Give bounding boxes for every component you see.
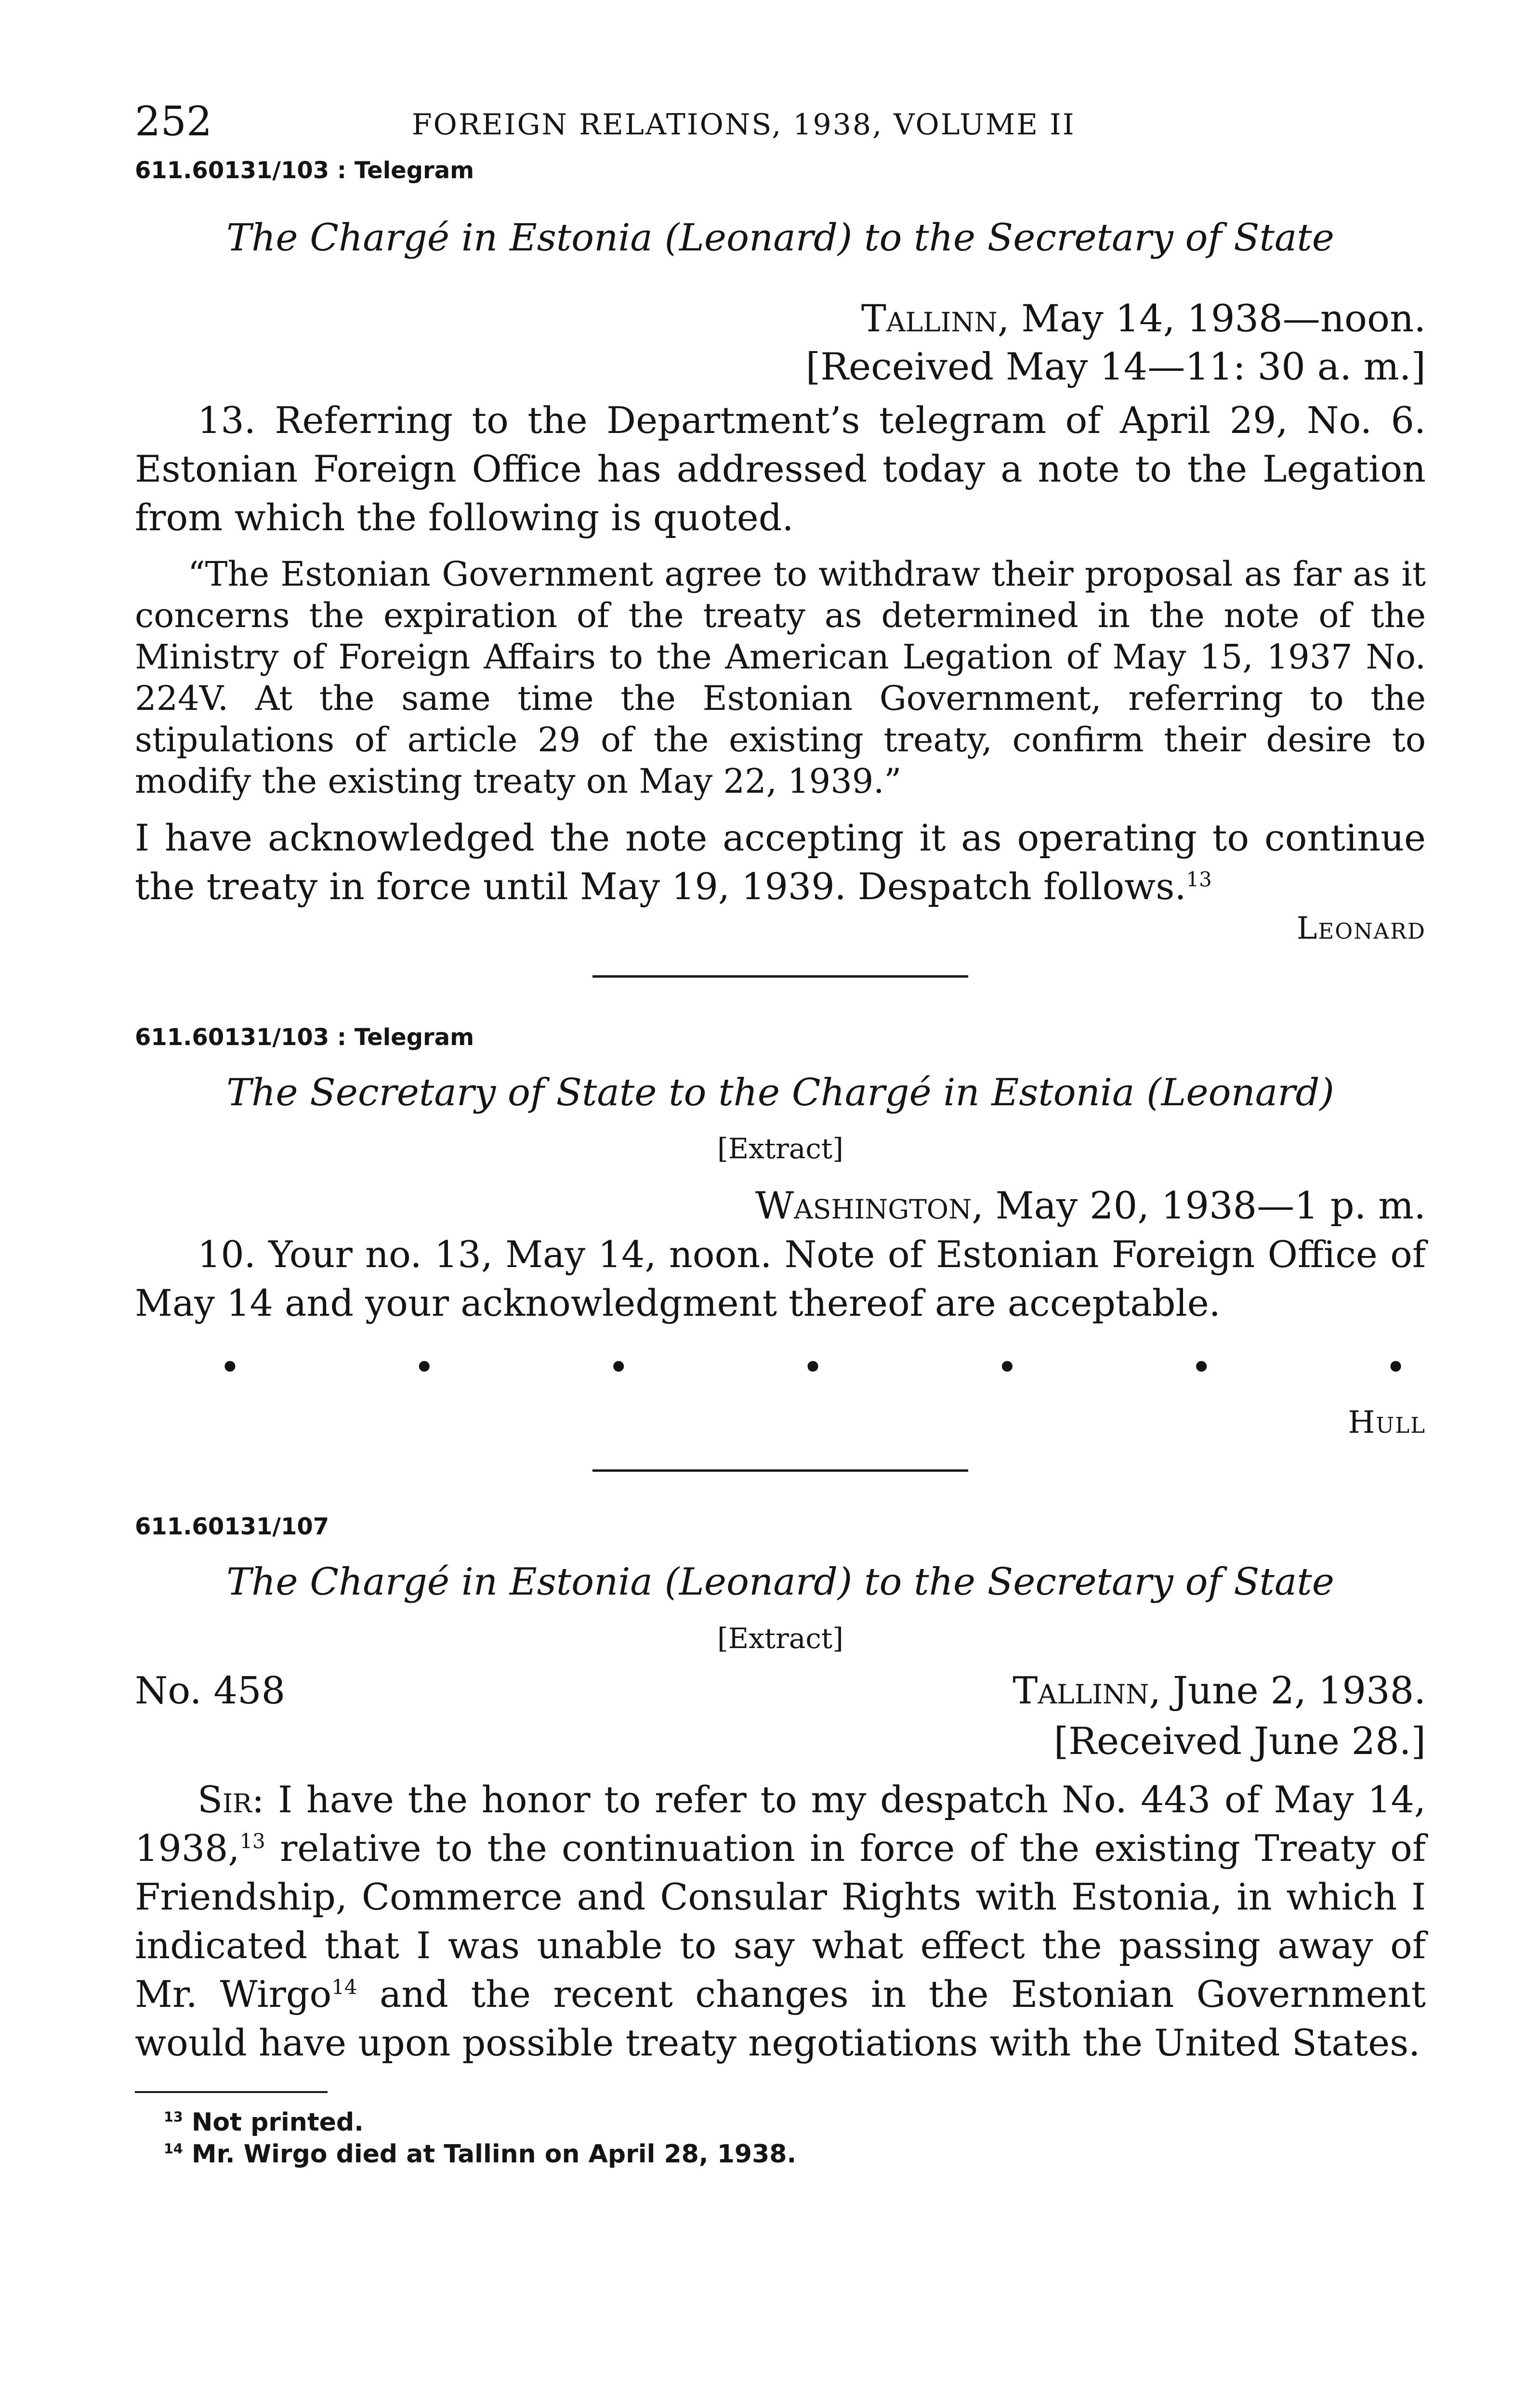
paragraph-text: I have the honor to refer to my despatch No. 443 of May 14, 1938, bbox=[135, 1778, 1426, 1870]
signature: Leonard bbox=[1296, 910, 1426, 946]
extract-label: [Extract] bbox=[717, 1622, 843, 1655]
telegram-2 bbox=[135, 1023, 1426, 1441]
section-divider bbox=[592, 1469, 968, 1472]
despatch-3 bbox=[135, 1515, 1426, 2067]
body-paragraph bbox=[135, 1775, 1426, 2067]
document-title: The Chargé in Estonia (Leonard) to the Secretary of State bbox=[226, 216, 1334, 260]
file-reference: 611.60131/103 : Telegram bbox=[135, 1023, 474, 1051]
dateline-date: June 2, 1938. bbox=[1172, 1669, 1426, 1713]
received-line: [Received June 28.] bbox=[1053, 1719, 1426, 1763]
footnote-mark: 14 bbox=[164, 2140, 183, 2157]
document-title: The Secretary of State to the Chargé in Estonia (Leonard) bbox=[226, 1071, 1334, 1114]
omission-dot: • bbox=[1190, 1346, 1212, 1389]
dateline bbox=[135, 1669, 1426, 1717]
dateline bbox=[135, 1182, 1426, 1230]
footnote-text: Mr. Wirgo died at Tallinn on April 28, 1938. bbox=[191, 2139, 797, 2169]
body-paragraph bbox=[135, 813, 1426, 911]
omission-dots bbox=[135, 1346, 1426, 1389]
paragraph-text: relative to the continuation in force of the existing Treaty of Friendship, Commerce and Consular Rights with Estonia, in which I indicated that I was unable to say what effect the passing away of Mr. Wirgo bbox=[135, 1826, 1426, 2015]
footnote-text: Not printed. bbox=[191, 2107, 364, 2137]
footnote-marker: 13 bbox=[1186, 867, 1212, 891]
quoted-note: “The Estonian Government agree to withdraw their proposal as far as it concerns the expiration of the treaty as determined in the note of the Ministry of Foreign Affairs to the American Legation of May 15, 1937 No. 224V. At the same time the Estonian Government, referring to the stipulations of article 29 of the existing treaty, confirm their desire to modify the existing treaty on May 22, 1939.” bbox=[135, 554, 1426, 801]
omission-dot: • bbox=[802, 1346, 824, 1389]
dateline-place: Tallinn, bbox=[861, 297, 1010, 340]
despatch-number: No. 458 bbox=[135, 1669, 286, 1713]
dateline-date: May 20, 1938—1 p. m. bbox=[995, 1184, 1426, 1228]
signature: Hull bbox=[1348, 1405, 1426, 1441]
section-divider bbox=[592, 975, 968, 978]
page-number: 252 bbox=[135, 98, 212, 145]
omission-dot: • bbox=[607, 1346, 630, 1389]
file-reference: 611.60131/107 bbox=[135, 1513, 329, 1541]
footnotes bbox=[135, 2107, 1426, 2170]
salutation: Sir: bbox=[197, 1778, 264, 1821]
dateline-place: Tallinn, bbox=[1013, 1669, 1161, 1713]
dateline-place-date bbox=[1013, 1669, 1426, 1713]
body-paragraph: 10. Your no. 13, May 14, noon. Note of Estonian Foreign Office of May 14 and your acknowledgment thereof are acceptable. bbox=[135, 1233, 1426, 1325]
omission-dot: • bbox=[413, 1346, 435, 1389]
omission-dot: • bbox=[219, 1346, 241, 1389]
footnote bbox=[135, 2138, 1426, 2170]
dateline-place: Washington, bbox=[755, 1184, 984, 1228]
footnote-divider bbox=[135, 2091, 328, 2093]
document-title: The Chargé in Estonia (Leonard) to the Secretary of State bbox=[226, 1560, 1334, 1604]
dateline-date: May 14, 1938—noon. bbox=[1021, 297, 1426, 340]
paragraph-text: and the recent changes in the Estonian Government would have upon possible treaty negotiations with the United States. bbox=[135, 1972, 1426, 2064]
page-header bbox=[135, 98, 1426, 159]
footnote-marker: 13 bbox=[239, 1829, 265, 1853]
footnote-mark: 13 bbox=[164, 2108, 183, 2125]
telegram-1 bbox=[135, 159, 1426, 946]
footnote-marker: 14 bbox=[331, 1975, 357, 1999]
document-page bbox=[135, 98, 1426, 2170]
file-reference: 611.60131/103 : Telegram bbox=[135, 157, 474, 184]
paragraph-text: I have acknowledged the note accepting it as operating to continue the treaty in force until May 19, 1939. Despatch follows. bbox=[135, 816, 1426, 908]
extract-label: [Extract] bbox=[717, 1132, 843, 1165]
received-line: [Received May 14—11: 30 a. m.] bbox=[805, 345, 1426, 389]
body-paragraph: 13. Referring to the Department’s telegram of April 29, No. 6. Estonian Foreign Office has addressed today a note to the Legation from which the following is quoted. bbox=[135, 398, 1426, 539]
dateline bbox=[135, 295, 1426, 343]
omission-dot: • bbox=[996, 1346, 1018, 1389]
footnote bbox=[135, 2107, 1426, 2138]
omission-dot: • bbox=[1385, 1346, 1407, 1389]
running-head: FOREIGN RELATIONS, 1938, VOLUME II bbox=[412, 108, 1076, 142]
